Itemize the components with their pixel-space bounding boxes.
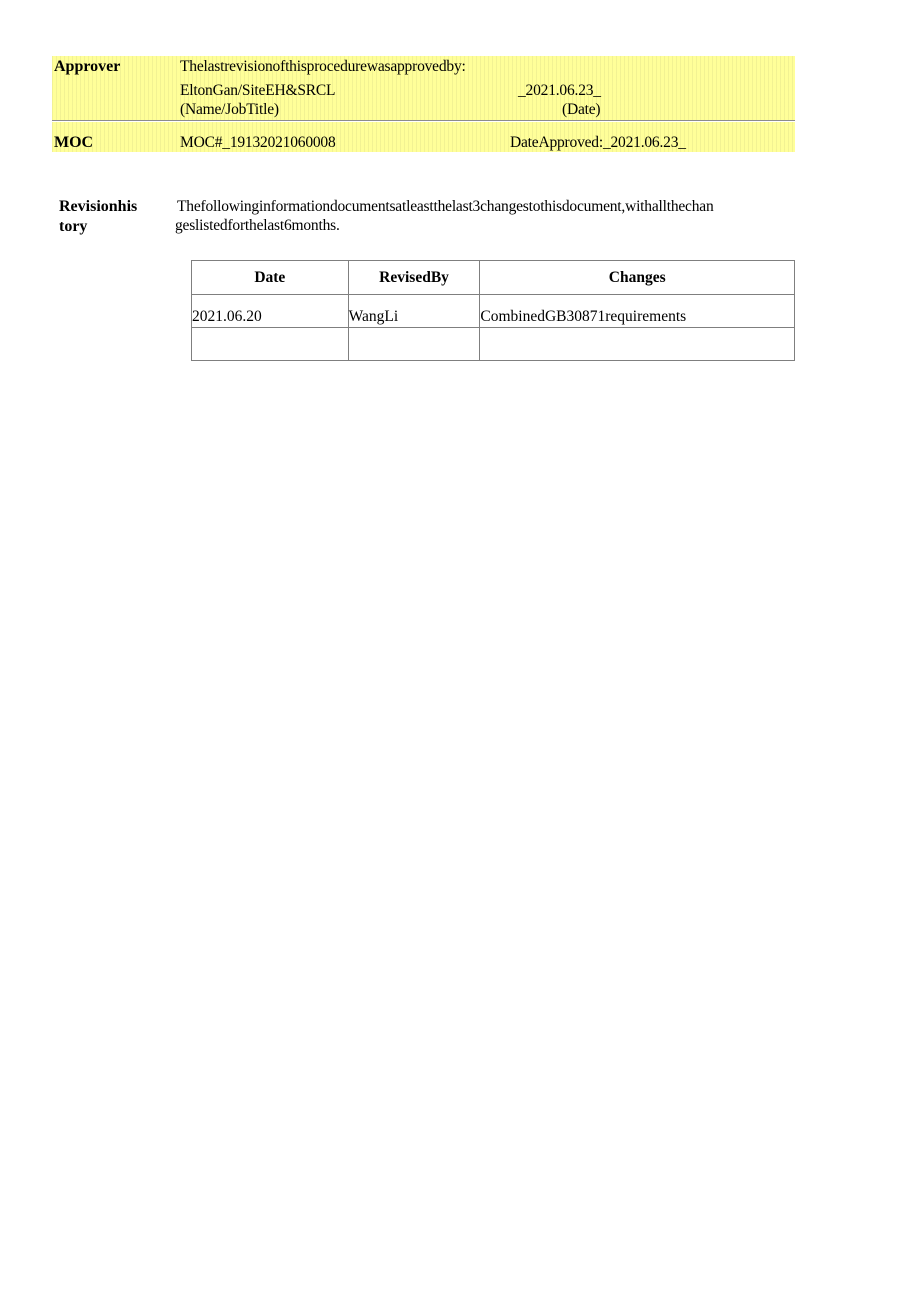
approver-name: EltonGan/SiteEH&SRCL (180, 82, 336, 99)
cell-revised-by (348, 328, 480, 361)
approver-moc-divider (52, 120, 795, 121)
approver-date: _2021.06.23_ (518, 82, 601, 99)
moc-label: MOC (54, 134, 94, 151)
table-row (192, 328, 795, 361)
revision-label-line2: tory (59, 218, 88, 235)
table-header-row (192, 261, 795, 295)
date-approved: DateApproved:_2021.06.23_ (510, 134, 686, 151)
approver-statement: Thelastrevisionofthisprocedurewasapprovedby: (180, 58, 466, 75)
cell-date: 2021.06.20 (192, 295, 349, 328)
cell-changes: CombinedGB30871requirements (480, 295, 795, 328)
header-revised-by: RevisedBy (348, 261, 480, 295)
cell-date (192, 328, 349, 361)
header-changes: Changes (480, 261, 795, 295)
approver-label: Approver (54, 58, 121, 75)
date-caption: (Date) (562, 101, 601, 118)
revision-history-table (191, 260, 795, 361)
header-date: Date (192, 261, 349, 295)
name-caption: (Name/JobTitle) (180, 101, 279, 118)
revision-label-line1: Revisionhis (59, 198, 138, 215)
cell-changes (480, 328, 795, 361)
revision-description-line2: geslistedforthelast6months. (175, 217, 340, 234)
revision-description-line1: Thefollowinginformationdocumentsatleastthelast3changestothisdocument,withallthechan (177, 198, 714, 215)
moc-number: MOC#_19132021060008 (180, 134, 336, 151)
table-row (192, 295, 795, 328)
cell-revised-by: WangLi (348, 295, 480, 328)
